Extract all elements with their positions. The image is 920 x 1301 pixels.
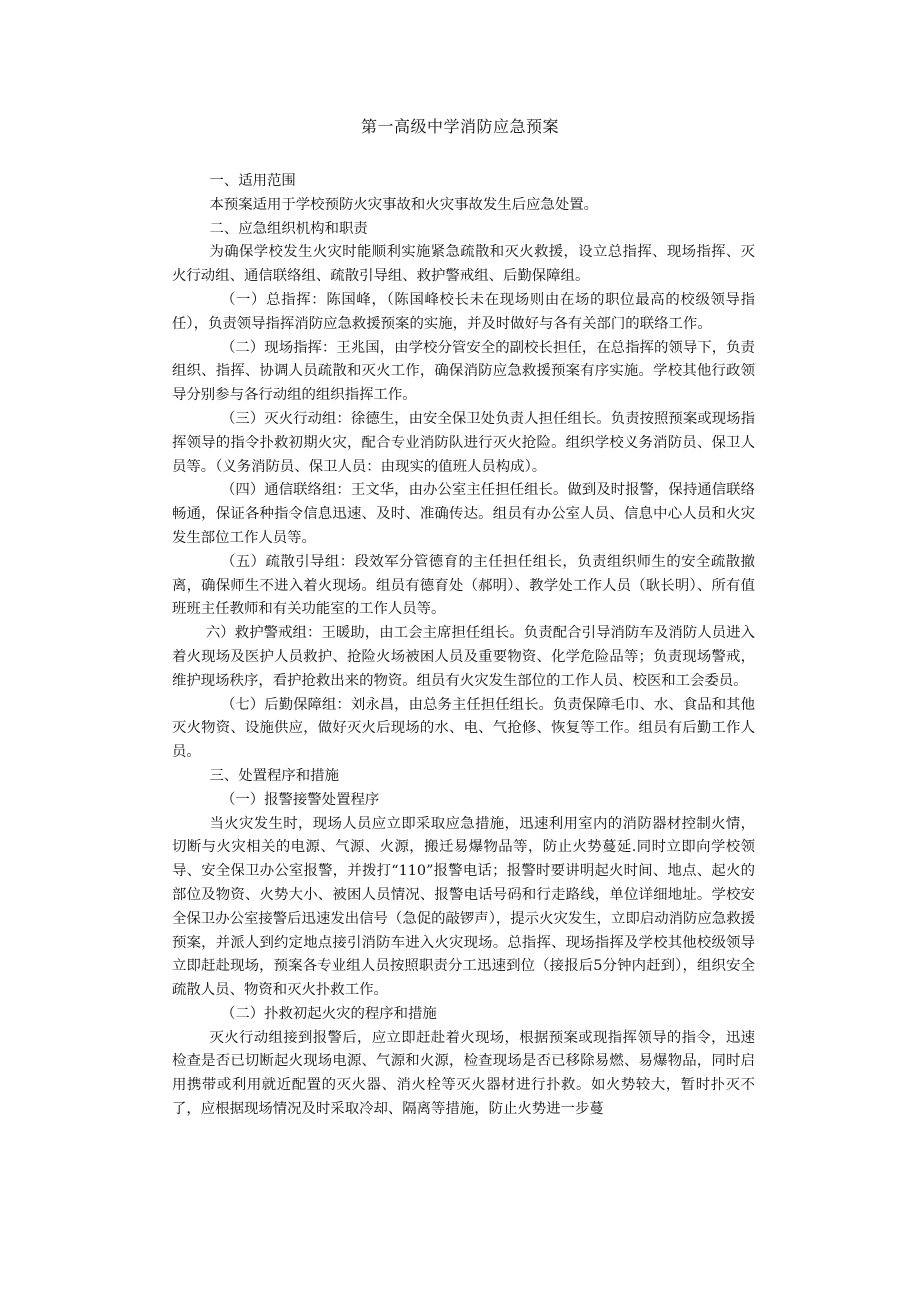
paragraph-initial-fire: 灭火行动组接到报警后，应立即赶赴着火现场，根据预案或现指挥领导的指令，迅速检查是否已切断起火现场电源、气源和火源，检查现场是否已移除易燃、易爆物品，同时启用携带或利用就近配置的灭火器、消火栓等灭火器材进行扑救。如火势较大，暂时扑灭不了，应根据现场情况及时采取冷却、隔离等措施，防止火势进一步蔓 [172,1029,755,1118]
section-heading-organization: 二、应急组织机构和职责 [209,220,368,237]
paragraph-rescue-team: 六）救护警戒组：王暖助，由工会主席担任组长。负责配合引导消防车及消防人员进入着火现场及医护人员救护、抢险火场被困人员及重要物资、化学危险品等；负责现场警戒，维护现场秩序，看护抢救出来的物资。组员有火灾发生部位的工作人员、校医和工会委员。 [172,625,755,689]
section-heading-scope: 一、适用范围 [209,173,296,189]
subheading-initial-fire: （二）扑救初起火灾的程序和措施 [220,1005,437,1022]
paragraph-site-commander: （二）现场指挥：王兆国，由学校分管安全的副校长担任，在总指挥的领导下，负责组织、指挥、协调人员疏散和灭火工作，确保消防应急救援预案有序实施。学校其他行政领导分别参与各行动组的组织指挥工作。 [172,339,755,404]
paragraph-logistics-team: （七）后勤保障组：刘永昌，由总务主任担任组长。负责保障毛巾、水、食品和其他灭火物资、设施供应，做好灭火后现场的水、电、气抢修、恢复等工作。组员有后勤工作人员。 [172,696,755,761]
paragraph-organization: 为确保学校发生火灾时能顺利实施紧急疏散和灭火救援，设立总指挥、现场指挥、灭火行动组、通信联络组、疏散引导组、救护警戒组、后勤保障组。 [172,244,755,285]
document-body [172,170,755,1122]
paragraph-alarm: 当火灾发生时，现场人员应立即采取应急措施，迅速利用室内的消防器材控制火情，切断与火灾相关的电源、气源、火源，搬迁易爆物品等，防止火势蔓延.同时立即向学校领导、安全保卫办公室报警，并拨打“110”报警电话；报警时要讲明起火时间、地点、起火的部位及物资、火势大小、被困人员情况、报警电话号码和行走路线，单位详细地址。学校安全保卫办公室接警后迅速发出信号（急促的敲锣声），提示火灾发生，立即启动消防应急救援预案，并派人到约定地点接引消防车进入火灾现场。总指挥、现场指挥及学校其他校级领导立即赶赴现场，预案各专业组人员按照职责分工迅速到位（接报后5分钟内赶到），组织安全疏散人员、物资和灭火扑救工作。 [172,815,755,999]
paragraph-communication-team: （四）通信联络组：王文华，由办公室主任担任组长。做到及时报警，保持通信联络畅通，保证各种指令信息迅速、及时、准确传达。组员有办公室人员、信息中心人员和火灾发生部位工作人员等。 [172,482,755,546]
document-title: 第一高级中学消防应急预案 [360,117,559,136]
paragraph-commander: （一）总指挥：陈国峰，（陈国峰校长未在现场则由在场的职位最高的校级领导指任），负责领导指挥消防应急救援预案的实施，并及时做好与各有关部门的联络工作。 [172,291,755,332]
subheading-alarm: （一）报警接警处置程序 [220,791,380,808]
paragraph-firefighting-team: （三）灭火行动组：徐德生，由安全保卫处负责人担任组长。负责按照预案或现场指挥领导的指令扑救初期火灾，配合专业消防队进行灭火抢险。组织学校义务消防员、保卫人员等。（义务消防员、保卫人员：由现实的值班人员构成）。 [172,410,755,475]
section-heading-procedures: 三、处置程序和措施 [209,767,339,784]
paragraph-evacuation-team: （五）疏散引导组：段效军分管德育的主任担任组长，负责组织师生的安全疏散撤离，确保师生不进入着火现场。组员有德育处（郝明）、教学处工作人员（耿长明）、所有值班班主任教师和有关功能室的工作人员等。 [172,553,755,618]
paragraph-scope: 本预案适用于学校预防火灾事故和火灾事故发生后应急处置。 [209,196,598,213]
